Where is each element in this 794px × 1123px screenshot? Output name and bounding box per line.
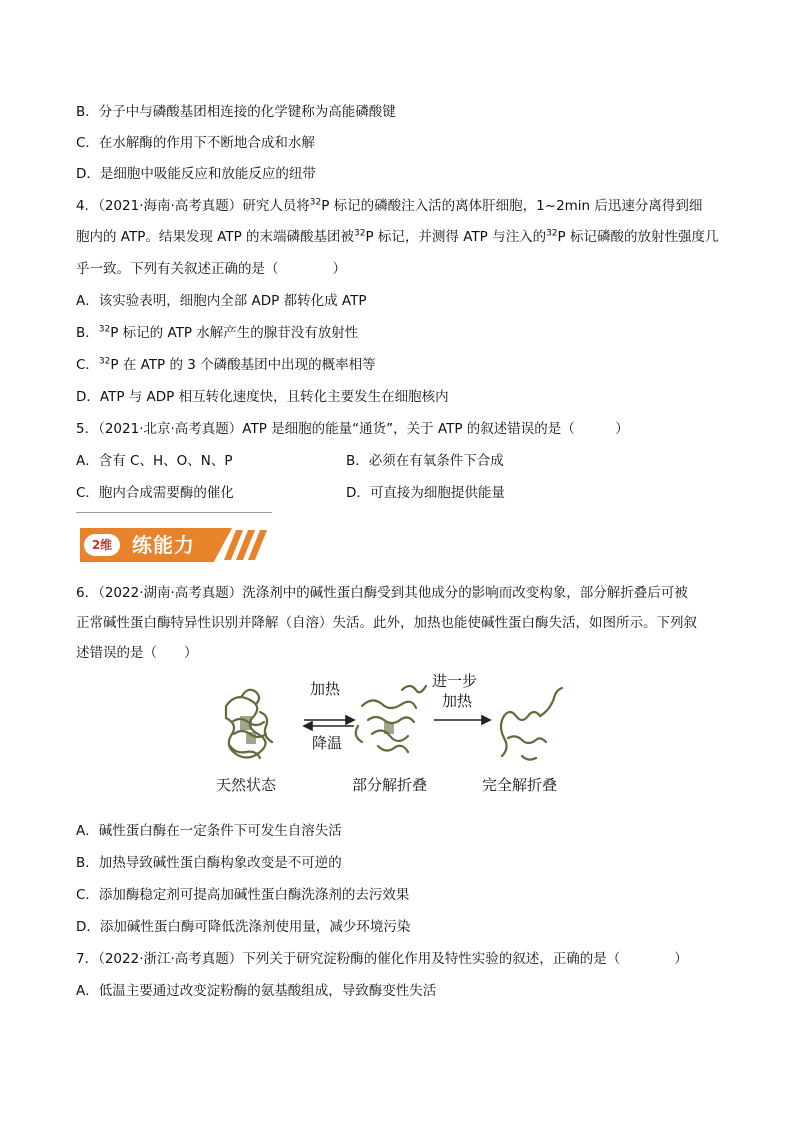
q6-stem-line1: 6．（2022·湖南·高考真题）洗涤剂中的碱性蛋白酶受到其他成分的影响而改变构象，部分解折叠后可被 [76,585,688,601]
q4-stem-line1: 4．（2021·海南·高考真题）研究人员将$^{32}$P 标记的磷酸注入活的离体肝细胞，1~2min 后迅速分离得到细 [76,197,703,214]
q7-option-a: A．低温主要通过改变淀粉酶的氨基酸组成，导致酶变性失活 [76,983,437,999]
q5-option-b: B．必须在有氧条件下合成 [346,453,504,469]
q5-stem: 5．（2021·北京·高考真题）ATP 是细胞的能量“通货”，关于 ATP 的叙述错误的是（ ） [76,421,629,437]
q3-option-d: D．是细胞中吸能反应和放能反应的纽带 [76,166,316,182]
q4-option-d: D．ATP 与 ADP 相互转化速度快，且转化主要发生在细胞核内 [76,389,449,405]
section-title: 练能力 [132,533,195,557]
q6-option-c: C．添加酶稳定剂可提高加碱性蛋白酶洗涤剂的去污效果 [76,887,410,903]
q4-option-b: B．$^{32}$P 标记的 ATP 水解产生的腺苷没有放射性 [76,324,359,341]
arrow1-bottom-label: 降温 [312,734,343,752]
partially-unfolded-protein-icon [356,686,426,752]
arrow2-top-label: 进一步 [432,672,478,690]
arrow2-bottom-label: 加热 [442,692,473,710]
protein-unfolding-figure [212,672,584,804]
reversible-arrow-icon [304,716,354,730]
state-partial-label: 部分解折叠 [352,776,428,794]
one-way-arrow-icon [434,716,490,724]
q5-option-c: C．胞内合成需要酶的催化 [76,485,234,501]
section-banner [80,528,260,562]
q5-option-a: A．含有 C、H、O、N、P [76,453,233,469]
q6-stem-line2: 正常碱性蛋白酶特异性识别并降解（自溶）失活。此外，加热也能使碱性蛋白酶失活，如图所示。下列叙 [76,615,697,631]
state-native-label: 天然状态 [216,776,277,794]
q4-stem-line2: 胞内的 ATP。结果发现 ATP 的末端磷酸基团被$^{32}$P 标记，并测得 ATP 与注入的$^{32}$P 标记磷酸的放射性强度几 [76,228,719,245]
q6-stem-line3: 述错误的是（ ） [76,645,198,661]
q7-stem: 7．（2022·浙江·高考真题）下列关于研究淀粉酶的催化作用及特性实验的叙述，正确的是（ ） [76,951,688,967]
q3-option-b: B．分子中与磷酸基团相连接的化学键称为高能磷酸键 [76,104,396,120]
unfolded-protein-icon [501,688,562,760]
q6-option-d: D．添加碱性蛋白酶可降低洗涤剂使用量，减少环境污染 [76,919,411,935]
native-protein-icon [226,690,272,758]
section-divider [76,512,272,513]
section-badge: 2维 [84,534,120,556]
q6-option-a: A．碱性蛋白酶在一定条件下可发生自溶失活 [76,823,342,839]
q3-option-c: C．在水解酶的作用下不断地合成和水解 [76,135,315,151]
arrow1-top-label: 加热 [310,680,341,698]
state-full-label: 完全解折叠 [482,776,558,794]
q5-option-d: D．可直接为细胞提供能量 [346,485,505,501]
q4-option-a: A．该实验表明，细胞内全部 ADP 都转化成 ATP [76,293,367,309]
q4-option-c: C．$^{32}$P 在 ATP 的 3 个磷酸基团中出现的概率相等 [76,356,376,373]
q6-option-b: B．加热导致碱性蛋白酶构象改变是不可逆的 [76,855,342,871]
q4-stem-line3: 乎一致。下列有关叙述正确的是（ ） [76,261,346,277]
